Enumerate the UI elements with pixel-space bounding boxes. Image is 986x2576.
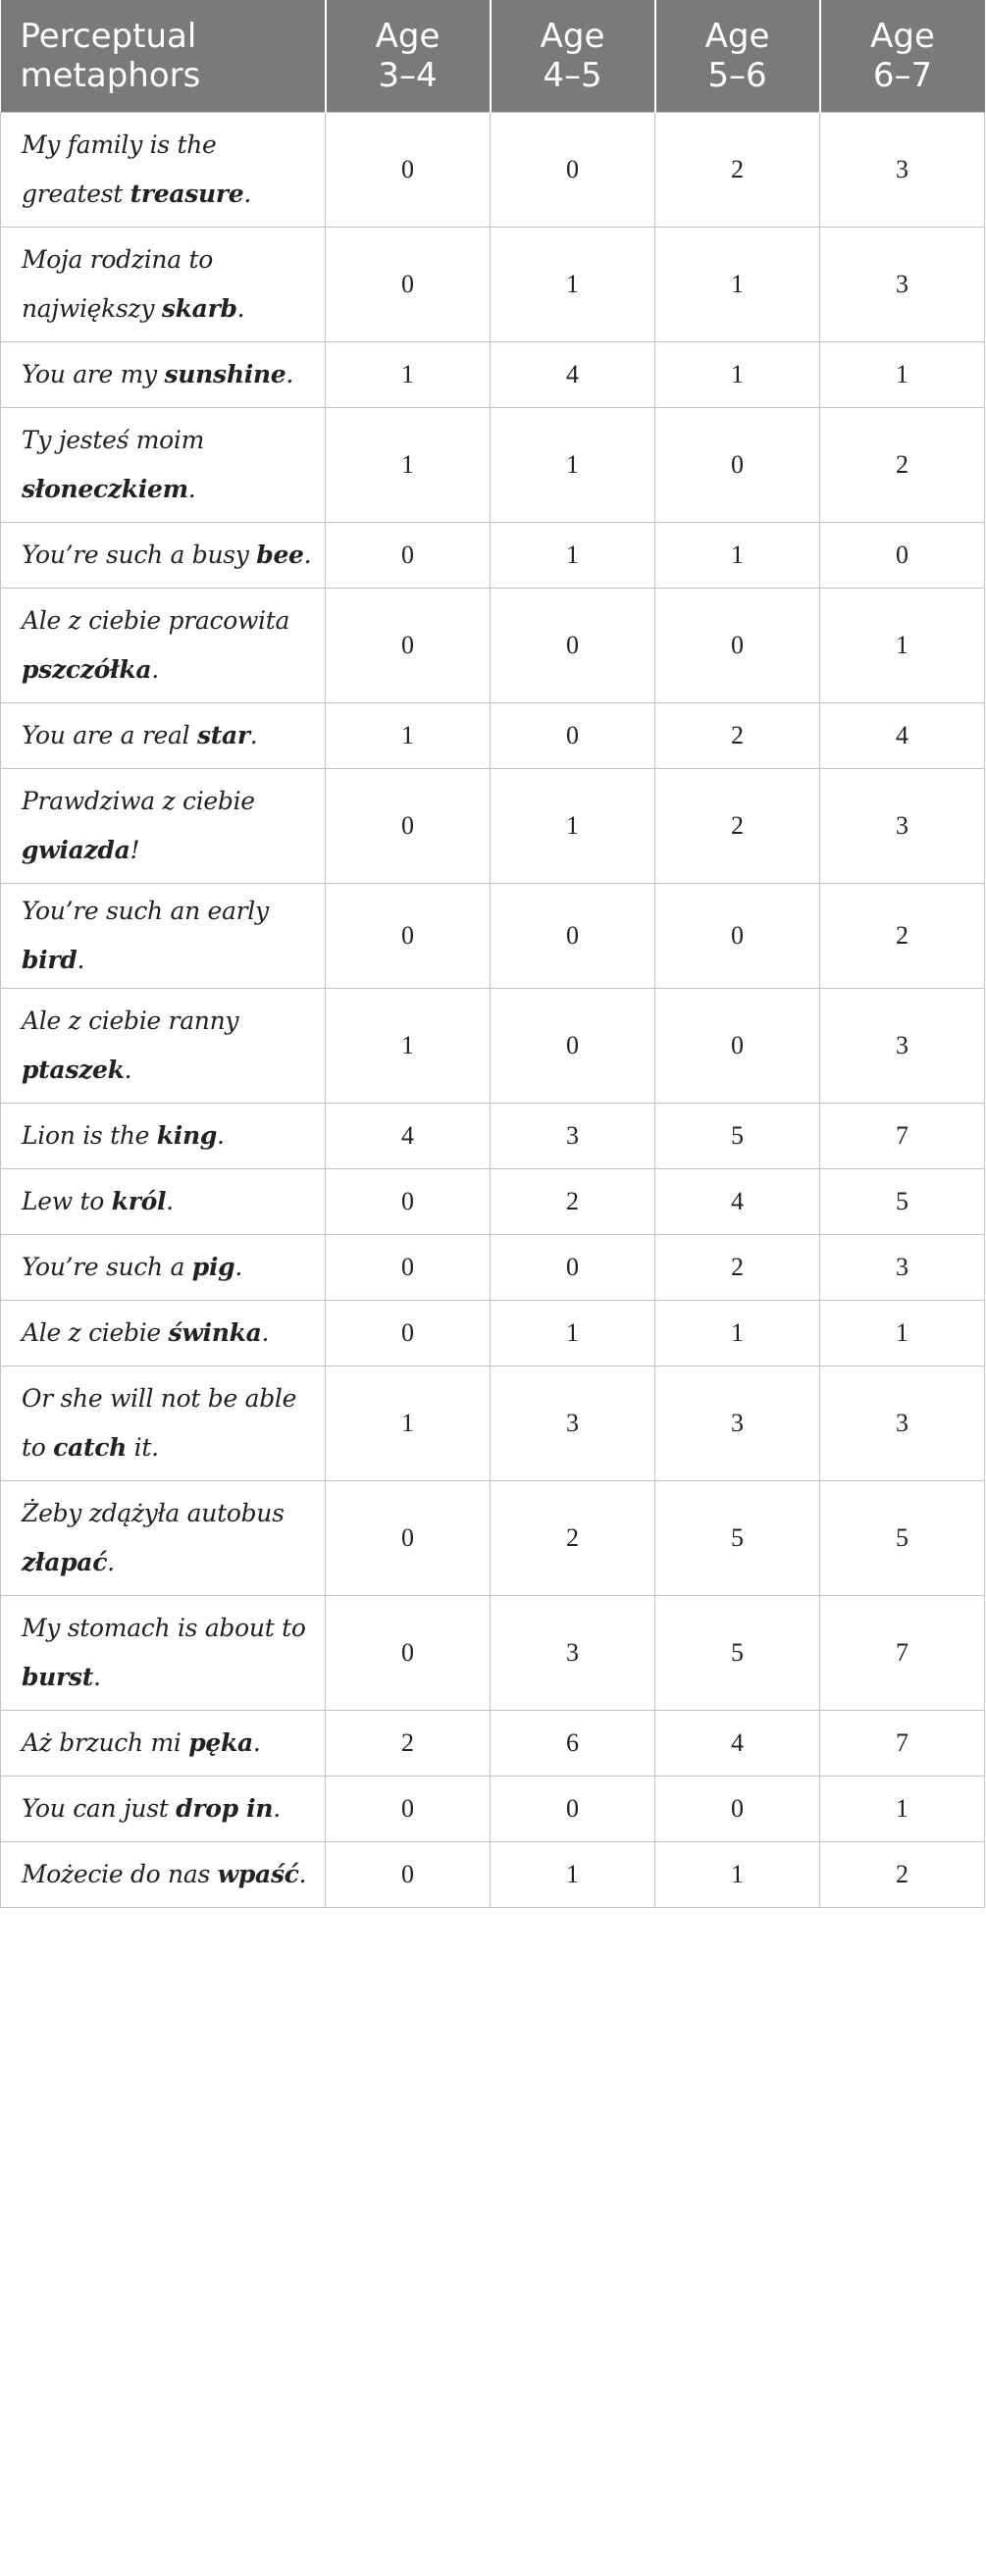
metaphor-punctuation: . xyxy=(217,1121,225,1150)
table-row xyxy=(1,769,985,884)
count-cell: 0 xyxy=(326,1777,491,1842)
count-cell: 5 xyxy=(655,1104,820,1169)
metaphor-text: Lew to xyxy=(22,1187,112,1215)
count-cell: 0 xyxy=(655,989,820,1104)
count-cell: 0 xyxy=(326,228,491,342)
header-age-3-4 xyxy=(326,0,491,113)
metaphor-text: You’re such a xyxy=(22,1253,192,1281)
metaphor-text: Aż brzuch mi xyxy=(22,1728,189,1757)
table-row xyxy=(1,1777,985,1842)
count-cell: 5 xyxy=(655,1481,820,1596)
metaphor-text: Możecie do nas xyxy=(22,1860,218,1888)
metaphor-keyword: catch xyxy=(53,1433,128,1462)
metaphor-punctuation: . xyxy=(298,1860,307,1888)
count-cell: 0 xyxy=(491,1777,655,1842)
count-cell: 1 xyxy=(326,703,491,769)
metaphor-punctuation: it. xyxy=(127,1433,159,1462)
count-cell: 4 xyxy=(655,1711,820,1777)
count-cell: 7 xyxy=(820,1104,985,1169)
count-cell: 4 xyxy=(326,1104,491,1169)
metaphor-cell xyxy=(1,1235,326,1301)
metaphor-text: Ty jesteś moim xyxy=(22,426,204,454)
table-header-row xyxy=(1,0,985,113)
metaphor-keyword: pig xyxy=(191,1253,235,1281)
table-row xyxy=(1,523,985,589)
count-cell: 2 xyxy=(491,1481,655,1596)
count-cell: 2 xyxy=(655,769,820,884)
metaphor-punctuation: . xyxy=(261,1318,270,1347)
table-row xyxy=(1,228,985,342)
metaphor-keyword: słoneczkiem xyxy=(22,475,188,503)
table-row xyxy=(1,884,985,989)
metaphor-keyword: złapać xyxy=(22,1548,108,1576)
count-cell: 2 xyxy=(655,703,820,769)
count-cell: 0 xyxy=(326,1481,491,1596)
metaphor-punctuation: . xyxy=(249,721,258,749)
metaphor-punctuation: . xyxy=(234,1253,242,1281)
metaphor-text: Lion is the xyxy=(22,1121,157,1150)
metaphor-text: My stomach is about to xyxy=(22,1614,306,1642)
metaphor-keyword: gwiazda xyxy=(22,836,130,864)
metaphor-keyword: king xyxy=(156,1121,218,1150)
table-row xyxy=(1,1366,985,1481)
metaphor-keyword: świnka xyxy=(168,1318,262,1347)
metaphor-text: Żeby zdążyła autobus xyxy=(22,1499,285,1527)
count-cell: 3 xyxy=(820,228,985,342)
table-row xyxy=(1,989,985,1104)
count-cell: 1 xyxy=(326,989,491,1104)
metaphor-keyword: bee xyxy=(256,541,304,569)
metaphor-text: Moja rodzina to największy xyxy=(22,245,213,323)
count-cell: 0 xyxy=(326,1842,491,1908)
header-line: Age xyxy=(704,17,770,56)
table-row xyxy=(1,1104,985,1169)
metaphor-text: You are my xyxy=(22,360,165,388)
count-cell: 5 xyxy=(655,1596,820,1711)
count-cell: 0 xyxy=(326,113,491,228)
count-cell: 3 xyxy=(491,1104,655,1169)
header-line: Age xyxy=(375,17,441,56)
metaphor-keyword: star xyxy=(196,721,250,749)
table-row xyxy=(1,1842,985,1908)
count-cell: 3 xyxy=(820,1235,985,1301)
count-cell: 2 xyxy=(655,113,820,228)
metaphor-cell xyxy=(1,703,326,769)
count-cell: 2 xyxy=(491,1169,655,1235)
count-cell: 1 xyxy=(491,523,655,589)
count-cell: 0 xyxy=(326,769,491,884)
metaphor-keyword: ptaszek xyxy=(22,1056,125,1084)
metaphor-keyword: pszczółka xyxy=(22,655,152,684)
metaphor-cell xyxy=(1,523,326,589)
metaphor-cell xyxy=(1,1777,326,1842)
count-cell: 1 xyxy=(820,342,985,408)
count-cell: 0 xyxy=(491,1235,655,1301)
header-age-5-6 xyxy=(655,0,820,113)
count-cell: 7 xyxy=(820,1596,985,1711)
table-row xyxy=(1,342,985,408)
count-cell: 2 xyxy=(820,1842,985,1908)
count-cell: 0 xyxy=(491,589,655,703)
table-row xyxy=(1,1481,985,1596)
metaphor-text: Prawdziwa z ciebie xyxy=(22,787,255,815)
count-cell: 0 xyxy=(326,884,491,989)
table-row xyxy=(1,1235,985,1301)
header-age-6-7 xyxy=(820,0,985,113)
count-cell: 0 xyxy=(326,1301,491,1366)
metaphor-text: Ale z ciebie xyxy=(22,1318,169,1347)
metaphor-keyword: drop in xyxy=(176,1794,274,1823)
header-line: 3–4 xyxy=(378,56,438,95)
count-cell: 0 xyxy=(655,589,820,703)
metaphor-keyword: skarb xyxy=(161,294,237,323)
count-cell: 0 xyxy=(491,113,655,228)
count-cell: 2 xyxy=(655,1235,820,1301)
metaphor-punctuation: . xyxy=(252,1728,261,1757)
metaphor-keyword: treasure xyxy=(130,180,244,208)
count-cell: 1 xyxy=(655,1842,820,1908)
metaphor-text: Ale z ciebie ranny xyxy=(22,1006,239,1035)
table-row xyxy=(1,703,985,769)
count-cell: 0 xyxy=(491,884,655,989)
metaphor-keyword: król xyxy=(111,1187,167,1215)
metaphor-punctuation: ! xyxy=(130,836,140,864)
count-cell: 3 xyxy=(820,113,985,228)
count-cell: 2 xyxy=(326,1711,491,1777)
header-line: 4–5 xyxy=(543,56,602,95)
metaphor-cell xyxy=(1,1301,326,1366)
count-cell: 1 xyxy=(820,1301,985,1366)
metaphor-cell xyxy=(1,342,326,408)
metaphor-punctuation: . xyxy=(187,475,196,503)
metaphor-cell xyxy=(1,113,326,228)
metaphor-punctuation: . xyxy=(273,1794,281,1823)
header-line: 6–7 xyxy=(872,56,933,95)
metaphor-punctuation: . xyxy=(236,294,245,323)
header-line: Perceptual xyxy=(20,17,197,56)
count-cell: 3 xyxy=(820,769,985,884)
metaphor-punctuation: . xyxy=(243,180,252,208)
metaphor-text: Ale z ciebie pracowita xyxy=(22,606,290,635)
metaphor-cell xyxy=(1,769,326,884)
header-line: Age xyxy=(870,17,935,56)
count-cell: 4 xyxy=(820,703,985,769)
count-cell: 1 xyxy=(820,1777,985,1842)
count-cell: 3 xyxy=(655,1366,820,1481)
table-row xyxy=(1,408,985,523)
count-cell: 1 xyxy=(655,228,820,342)
metaphor-punctuation: . xyxy=(303,541,312,569)
metaphor-punctuation: . xyxy=(285,360,294,388)
header-line: Age xyxy=(540,17,605,56)
metaphor-punctuation: . xyxy=(166,1187,174,1215)
count-cell: 3 xyxy=(820,989,985,1104)
metaphor-text: You are a real xyxy=(22,721,197,749)
table-row xyxy=(1,1711,985,1777)
metaphor-punctuation: . xyxy=(107,1548,115,1576)
count-cell: 1 xyxy=(655,342,820,408)
metaphor-cell xyxy=(1,884,326,989)
metaphor-text: My family is the greatest xyxy=(22,130,217,208)
count-cell: 1 xyxy=(655,1301,820,1366)
count-cell: 0 xyxy=(655,884,820,989)
metaphor-keyword: wpaść xyxy=(217,1860,299,1888)
count-cell: 0 xyxy=(326,589,491,703)
count-cell: 3 xyxy=(491,1596,655,1711)
count-cell: 1 xyxy=(655,523,820,589)
count-cell: 5 xyxy=(820,1481,985,1596)
count-cell: 2 xyxy=(820,408,985,523)
count-cell: 0 xyxy=(655,408,820,523)
count-cell: 1 xyxy=(326,342,491,408)
count-cell: 1 xyxy=(491,408,655,523)
count-cell: 3 xyxy=(491,1366,655,1481)
count-cell: 0 xyxy=(326,1169,491,1235)
count-cell: 1 xyxy=(491,228,655,342)
metaphor-text: You’re such an early xyxy=(22,897,269,925)
metaphor-keyword: bird xyxy=(22,946,78,974)
table-row xyxy=(1,1301,985,1366)
count-cell: 4 xyxy=(491,342,655,408)
metaphor-keyword: pęka xyxy=(188,1728,253,1757)
metaphor-cell xyxy=(1,1596,326,1711)
metaphor-punctuation: . xyxy=(151,655,159,684)
count-cell: 2 xyxy=(820,884,985,989)
table-row xyxy=(1,589,985,703)
count-cell: 0 xyxy=(820,523,985,589)
count-cell: 1 xyxy=(326,1366,491,1481)
count-cell: 0 xyxy=(491,989,655,1104)
metaphor-punctuation: . xyxy=(92,1663,101,1691)
metaphor-cell xyxy=(1,1711,326,1777)
metaphor-cell xyxy=(1,228,326,342)
table-row xyxy=(1,113,985,228)
table-row xyxy=(1,1596,985,1711)
metaphor-cell xyxy=(1,1104,326,1169)
count-cell: 0 xyxy=(326,523,491,589)
count-cell: 7 xyxy=(820,1711,985,1777)
metaphor-punctuation: . xyxy=(124,1056,132,1084)
count-cell: 0 xyxy=(326,1596,491,1711)
metaphor-cell xyxy=(1,408,326,523)
header-perceptual-metaphors xyxy=(1,0,326,113)
count-cell: 1 xyxy=(491,769,655,884)
count-cell: 0 xyxy=(326,1235,491,1301)
metaphor-text: You can just xyxy=(22,1794,177,1823)
header-line: 5–6 xyxy=(707,56,767,95)
count-cell: 1 xyxy=(491,1301,655,1366)
header-age-4-5 xyxy=(491,0,655,113)
metaphor-cell xyxy=(1,1169,326,1235)
metaphor-cell xyxy=(1,989,326,1104)
header-line: metaphors xyxy=(20,56,201,95)
count-cell: 0 xyxy=(655,1777,820,1842)
metaphor-punctuation: . xyxy=(77,946,85,974)
table-row xyxy=(1,1169,985,1235)
metaphor-keyword: burst xyxy=(22,1663,93,1691)
metaphor-cell xyxy=(1,1481,326,1596)
count-cell: 5 xyxy=(820,1169,985,1235)
metaphor-keyword: sunshine xyxy=(164,360,286,388)
table-body xyxy=(1,113,985,1908)
metaphor-cell xyxy=(1,1366,326,1481)
metaphor-cell xyxy=(1,1842,326,1908)
count-cell: 1 xyxy=(820,589,985,703)
metaphor-cell xyxy=(1,589,326,703)
metaphor-text: Or she will not be able to xyxy=(22,1384,297,1462)
count-cell: 6 xyxy=(491,1711,655,1777)
count-cell: 4 xyxy=(655,1169,820,1235)
count-cell: 1 xyxy=(326,408,491,523)
metaphor-text: You’re such a busy xyxy=(22,541,257,569)
count-cell: 3 xyxy=(820,1366,985,1481)
count-cell: 1 xyxy=(491,1842,655,1908)
count-cell: 0 xyxy=(491,703,655,769)
